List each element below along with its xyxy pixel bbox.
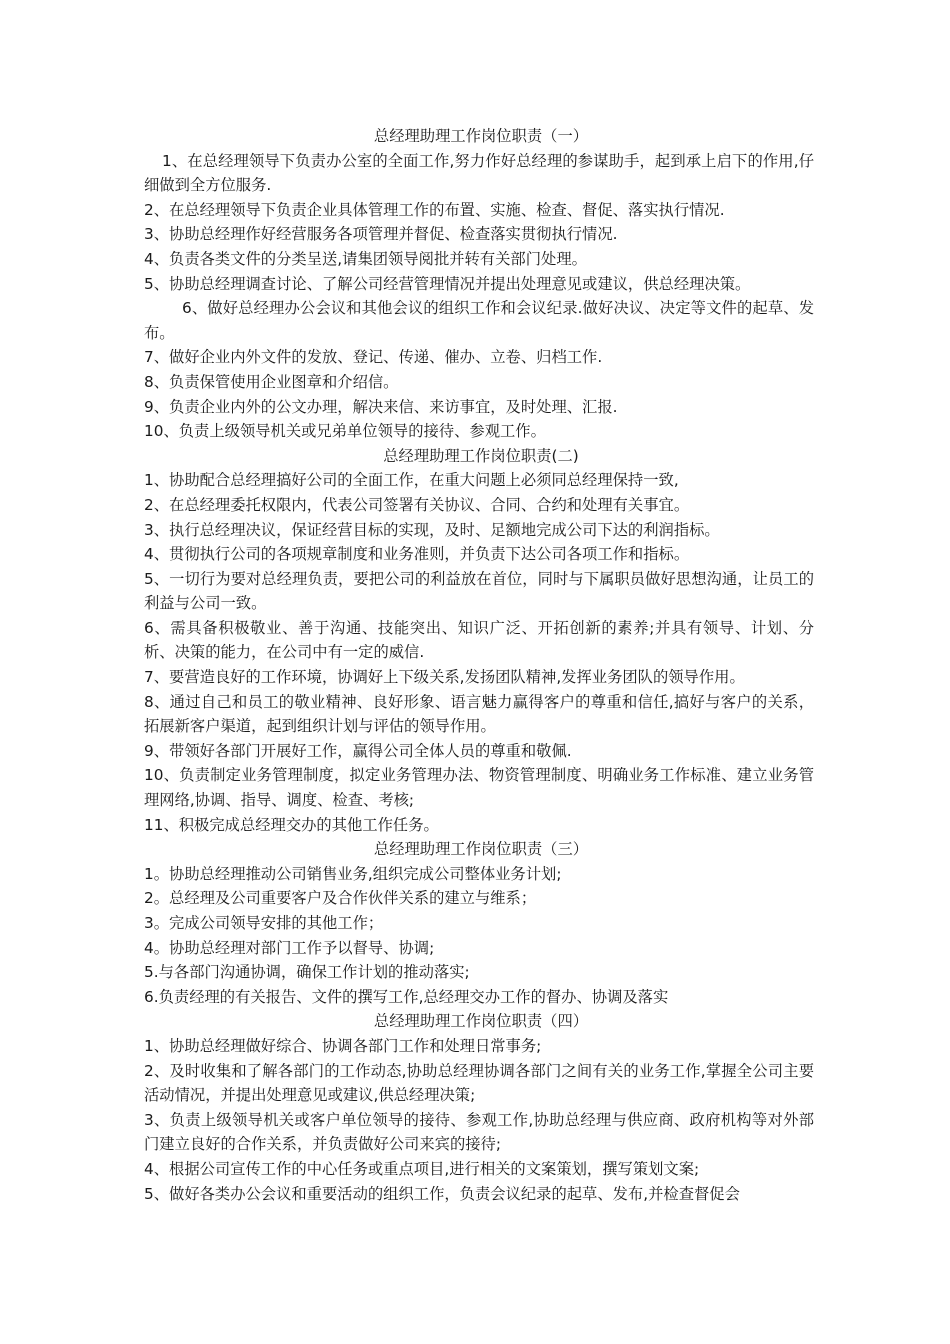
list-item: 4。协助总经理对部门工作予以督导、协调; — [144, 938, 435, 957]
section-title: 总经理助理工作岗位职责(二) — [383, 446, 579, 465]
list-item: 8、通过自己和员工的敬业精神、良好形象、语言魅力赢得客户的尊重和信任,搞好与客户的关系，拓展新客户渠道，起到组织计划与评估的领导作用。 — [144, 692, 814, 736]
list-item: 4、根据公司宣传工作的中心任务或重点项目,进行相关的文案策划，撰写策划文案; — [144, 1159, 700, 1178]
list-item: 5、协助总经理调查讨论、了解公司经营管理情况并提出处理意见或建议，供总经理决策。 — [144, 274, 751, 293]
list-item: 4、贯彻执行公司的各项规章制度和业务准则，并负责下达公司各项工作和指标。 — [144, 545, 690, 564]
list-item: 2、及时收集和了解各部门的工作动态,协助总经理协调各部门之间有关的业务工作,掌握全公司主要活动情况，并提出处理意见或建议,供总经理决策; — [144, 1061, 814, 1105]
list-item: 3、协助总经理作好经营服务各项管理并督促、检查落实贯彻执行情况. — [144, 225, 618, 244]
list-item: 11、积极完成总经理交办的其他工作任务。 — [144, 815, 439, 834]
list-item: 10、负责上级领导机关或兄弟单位领导的接待、参观工作。 — [144, 422, 546, 441]
list-item: 5、一切行为要对总经理负责，要把公司的利益放在首位，同时与下属职员做好思想沟通，让员工的利益与公司一致。 — [144, 569, 814, 613]
list-item: 9、负责企业内外的公文办理，解决来信、来访事宜，及时处理、汇报. — [144, 397, 618, 416]
list-item: 2。总经理及公司重要客户及合作伙伴关系的建立与维系； — [144, 889, 537, 908]
list-item: 5、做好各类办公会议和重要活动的组织工作，负责会议纪录的起草、发布,并检查督促会 — [144, 1184, 740, 1203]
list-item: 1、协助总经理做好综合、协调各部门工作和处理日常事务; — [144, 1036, 542, 1055]
list-item: 3、执行总经理决议，保证经营目标的实现，及时、足额地完成公司下达的利润指标。 — [144, 520, 720, 539]
list-item: 1、协助配合总经理搞好公司的全面工作，在重大问题上必须同总经理保持一致, — [144, 471, 679, 490]
section-2 — [144, 444, 814, 838]
list-item: 3、负责上级领导机关或客户单位领导的接待、参观工作,协助总经理与供应商、政府机构等对外部门建立良好的合作关系，并负责做好公司来宾的接待; — [144, 1110, 814, 1154]
list-item: 9、带领好各部门开展好工作，赢得公司全体人员的尊重和敬佩. — [144, 741, 572, 760]
list-item: 7、要营造良好的工作环境，协调好上下级关系,发扬团队精神,发挥业务团队的领导作用。 — [144, 668, 745, 687]
list-item: 5.与各部门沟通协调，确保工作计划的推动落实; — [144, 963, 470, 982]
section-title: 总经理助理工作岗位职责（一） — [373, 127, 589, 145]
section-3 — [144, 837, 814, 1009]
list-item: 6、需具备积极敬业、善于沟通、技能突出、知识广泛、开拓创新的素养;并具有领导、计划、分析、决策的能力，在公司中有一定的威信. — [144, 618, 814, 662]
list-item: 2、在总经理委托权限内，代表公司签署有关协议、合同、合约和处理有关事宜。 — [144, 495, 690, 514]
list-item: 1、在总经理领导下负责办公室的全面工作,努力作好总经理的参谋助手，起到承上启下的作用,仔细做到全方位服务. — [144, 151, 814, 195]
list-item: 6、做好总经理办公会议和其他会议的组织工作和会议纪录.做好决议、决定等文件的起草、发布。 — [144, 299, 814, 342]
document-page — [144, 124, 814, 1206]
section-title: 总经理助理工作岗位职责（四） — [373, 1012, 589, 1031]
section-title: 总经理助理工作岗位职责（三） — [373, 840, 589, 859]
list-item: 3。完成公司领导安排的其他工作； — [144, 914, 384, 932]
list-item: 6.负责经理的有关报告、文件的撰写工作,总经理交办工作的督办、协调及落实 — [144, 987, 669, 1006]
list-item: 4、负责各类文件的分类呈送,请集团领导阅批并转有关部门处理。 — [144, 249, 587, 268]
list-item: 2、在总经理领导下负责企业具体管理工作的布置、实施、检查、督促、落实执行情况. — [144, 200, 725, 219]
list-item: 10、负责制定业务管理制度，拟定业务管理办法、物资管理制度、明确业务工作标准、建立业务管理网络,协调、指导、调度、检查、考核; — [144, 766, 814, 810]
list-item: 7、做好企业内外文件的发放、登记、传递、催办、立卷、归档工作. — [144, 348, 603, 367]
section-4 — [144, 1009, 814, 1206]
section-1 — [144, 124, 814, 444]
list-item: 8、负责保管使用企业图章和介绍信。 — [144, 372, 399, 391]
list-item: 1。协助总经理推动公司销售业务,组织完成公司整体业务计划; — [144, 864, 562, 883]
